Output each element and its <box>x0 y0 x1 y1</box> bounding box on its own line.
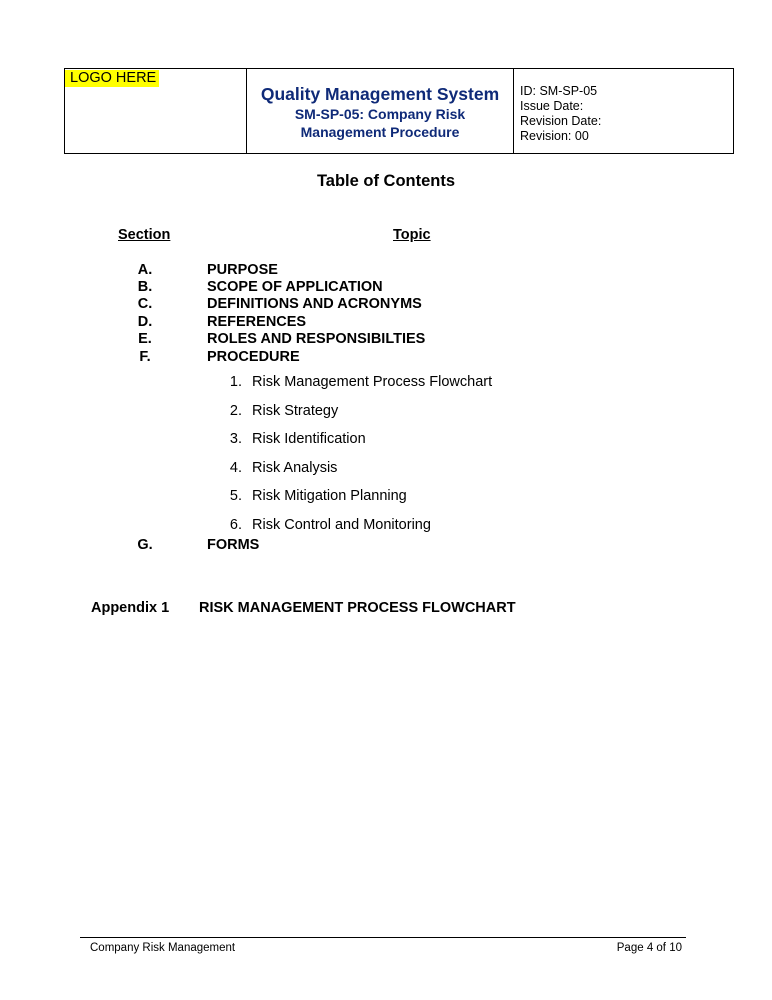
section-letter: C. <box>137 296 153 312</box>
procedure-item-name: Risk Identification <box>252 431 366 447</box>
section-letter: E. <box>138 331 152 347</box>
appendix-label: Appendix 1 <box>91 600 170 616</box>
doc-title-line2: Management Procedure <box>300 124 460 140</box>
section-letter: A. <box>137 262 153 278</box>
procedure-item-number: 4. <box>229 460 242 476</box>
logo-cell <box>65 69 247 154</box>
section-letter: G. <box>137 537 153 553</box>
procedure-item-number: 6. <box>229 517 242 533</box>
meta-cell <box>514 69 734 154</box>
footer-divider <box>80 937 686 938</box>
title-cell <box>247 69 514 154</box>
procedure-item-number: 1. <box>229 374 242 390</box>
revision-date: Revision Date: <box>520 114 602 128</box>
section-column-header: Section <box>118 227 171 243</box>
system-title: Quality Management System <box>260 84 500 104</box>
document-header <box>64 68 734 154</box>
doc-id: ID: SM-SP-05 <box>520 84 598 98</box>
section-letter: B. <box>137 279 153 295</box>
section-letter: F. <box>139 349 151 365</box>
topic-column-header: Topic <box>393 227 431 243</box>
procedure-item-name: Risk Analysis <box>252 460 338 476</box>
section-name: ROLES AND RESPONSIBILTIES <box>207 331 426 347</box>
section-name: PROCEDURE <box>207 349 300 365</box>
procedure-item-name: Risk Management Process Flowchart <box>252 374 493 390</box>
toc-title: Table of Contents <box>316 172 456 190</box>
procedure-item-name: Risk Control and Monitoring <box>252 517 431 533</box>
section-name: DEFINITIONS AND ACRONYMS <box>207 296 422 312</box>
procedure-item-number: 2. <box>229 403 242 419</box>
section-name: SCOPE OF APPLICATION <box>207 279 383 295</box>
footer-doc-name: Company Risk Management <box>90 942 236 954</box>
procedure-item-number: 5. <box>229 488 242 504</box>
section-name: REFERENCES <box>207 314 307 330</box>
procedure-item-name: Risk Strategy <box>252 403 339 419</box>
appendix-title: RISK MANAGEMENT PROCESS FLOWCHART <box>199 600 516 616</box>
issue-date: Issue Date: <box>520 99 584 113</box>
section-letter: D. <box>137 314 153 330</box>
footer-page-number: Page 4 of 10 <box>616 942 682 954</box>
section-name: FORMS <box>207 537 260 553</box>
revision-number: Revision: 00 <box>520 129 589 143</box>
section-name: PURPOSE <box>207 262 278 278</box>
procedure-item-name: Risk Mitigation Planning <box>252 488 407 504</box>
procedure-item-number: 3. <box>229 431 242 447</box>
logo-placeholder: LOGO HERE <box>65 70 159 87</box>
doc-title-line1: SM-SP-05: Company Risk <box>294 106 466 122</box>
